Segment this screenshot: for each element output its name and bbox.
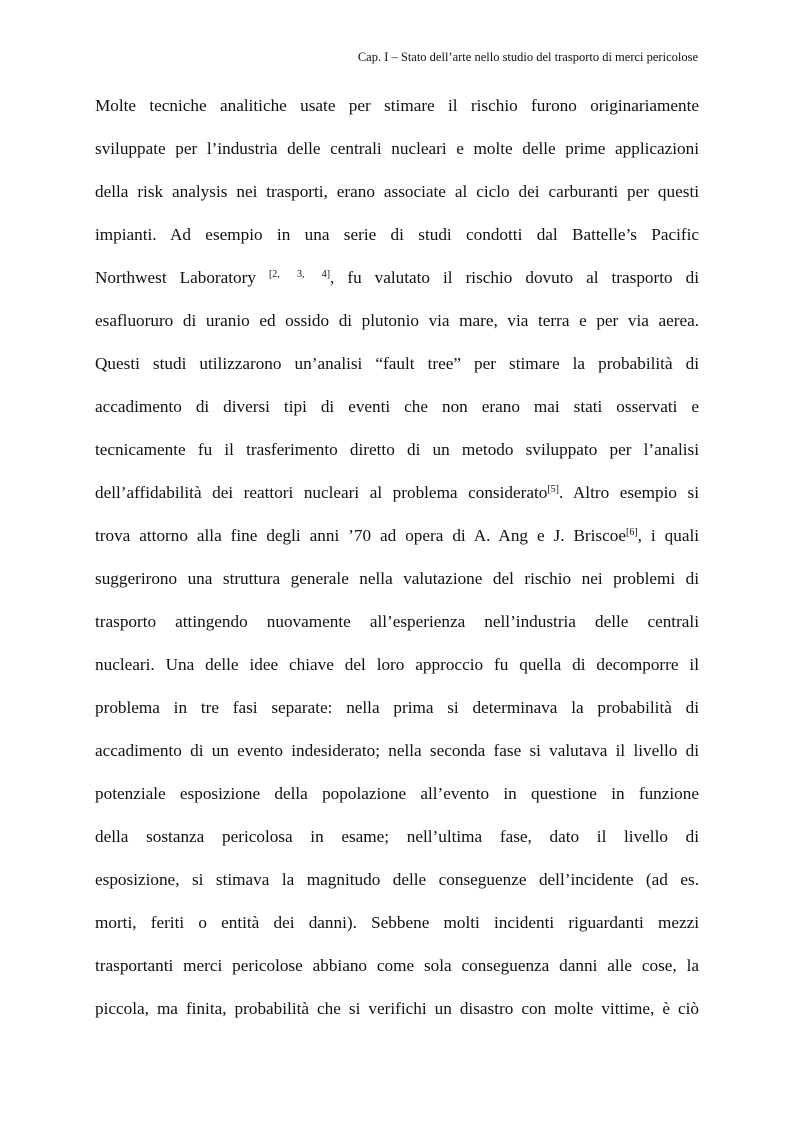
citation-marker: [5] bbox=[547, 484, 559, 495]
running-header bbox=[358, 49, 698, 65]
text-line: potenziale esposizione della popolazione all’evento in questione in funzione bbox=[95, 784, 699, 803]
text-line: nucleari. Una delle idee chiave del loro approccio fu quella di decomporre il bbox=[95, 655, 699, 674]
text-line: Molte tecniche analitiche usate per stimare il rischio furono originariamente bbox=[95, 96, 699, 115]
citation-marker: [2, 3, 4] bbox=[268, 269, 331, 280]
text-line: trasportanti merci pericolose abbiano come sola conseguenza danni alle cose, la bbox=[95, 956, 699, 975]
text-line: della risk analysis nei trasporti, erano associate al ciclo dei carburanti per questi bbox=[95, 182, 699, 201]
text-segment: trova attorno alla fine degli anni ’70 ad opera di A. Ang e J. Briscoe bbox=[95, 526, 626, 545]
text-line: impianti. Ad esempio in una serie di studi condotti dal Battelle’s Pacific bbox=[95, 225, 699, 244]
text-line: morti, feriti o entità dei danni). Sebbene molti incidenti riguardanti mezzi bbox=[95, 913, 699, 932]
text-line: problema in tre fasi separate: nella prima si determinava la probabilità di bbox=[95, 698, 699, 717]
text-segment: , fu valutato il rischio dovuto al trasporto di bbox=[330, 268, 699, 287]
text-line bbox=[95, 256, 699, 299]
text-line: esposizione, si stimava la magnitudo delle conseguenze dell’incidente (ad es. bbox=[95, 870, 699, 889]
citation-marker: [6] bbox=[625, 527, 638, 538]
text-line: trasporto attingendo nuovamente all’esperienza nell’industria delle centrali bbox=[95, 612, 699, 631]
text-segment: Northwest Laboratory bbox=[95, 268, 269, 287]
text-line: Questi studi utilizzarono un’analisi “fault tree” per stimare la probabilità di bbox=[95, 354, 699, 373]
text-line bbox=[95, 471, 699, 514]
text-segment: . Altro esempio si bbox=[559, 483, 699, 502]
text-line: esafluoruro di uranio ed ossido di plutonio via mare, via terra e per via aerea. bbox=[95, 311, 699, 330]
text-line: accadimento di diversi tipi di eventi che non erano mai stati osservati e bbox=[95, 397, 699, 416]
text-line: accadimento di un evento indesiderato; nella seconda fase si valutava il livello di bbox=[95, 741, 699, 760]
text-line bbox=[95, 514, 699, 557]
text-line: suggerirono una struttura generale nella valutazione del rischio nei problemi di bbox=[95, 569, 699, 588]
text-line: tecnicamente fu il trasferimento diretto di un metodo sviluppato per l’analisi bbox=[95, 440, 699, 459]
body-paragraph bbox=[95, 84, 699, 1030]
text-segment: , i quali bbox=[637, 526, 699, 545]
text-line: piccola, ma finita, probabilità che si verifichi un disastro con molte vittime, è ciò bbox=[95, 999, 699, 1018]
text-line: sviluppate per l’industria delle centrali nucleari e molte delle prime applicazioni bbox=[95, 139, 699, 158]
text-segment: dell’affidabilità dei reattori nucleari al problema considerato bbox=[95, 483, 548, 502]
text-line: della sostanza pericolosa in esame; nell’ultima fase, dato il livello di bbox=[95, 827, 699, 846]
running-header-title: Cap. I – Stato dell’arte nello studio del trasporto di merci pericolose bbox=[357, 50, 698, 64]
